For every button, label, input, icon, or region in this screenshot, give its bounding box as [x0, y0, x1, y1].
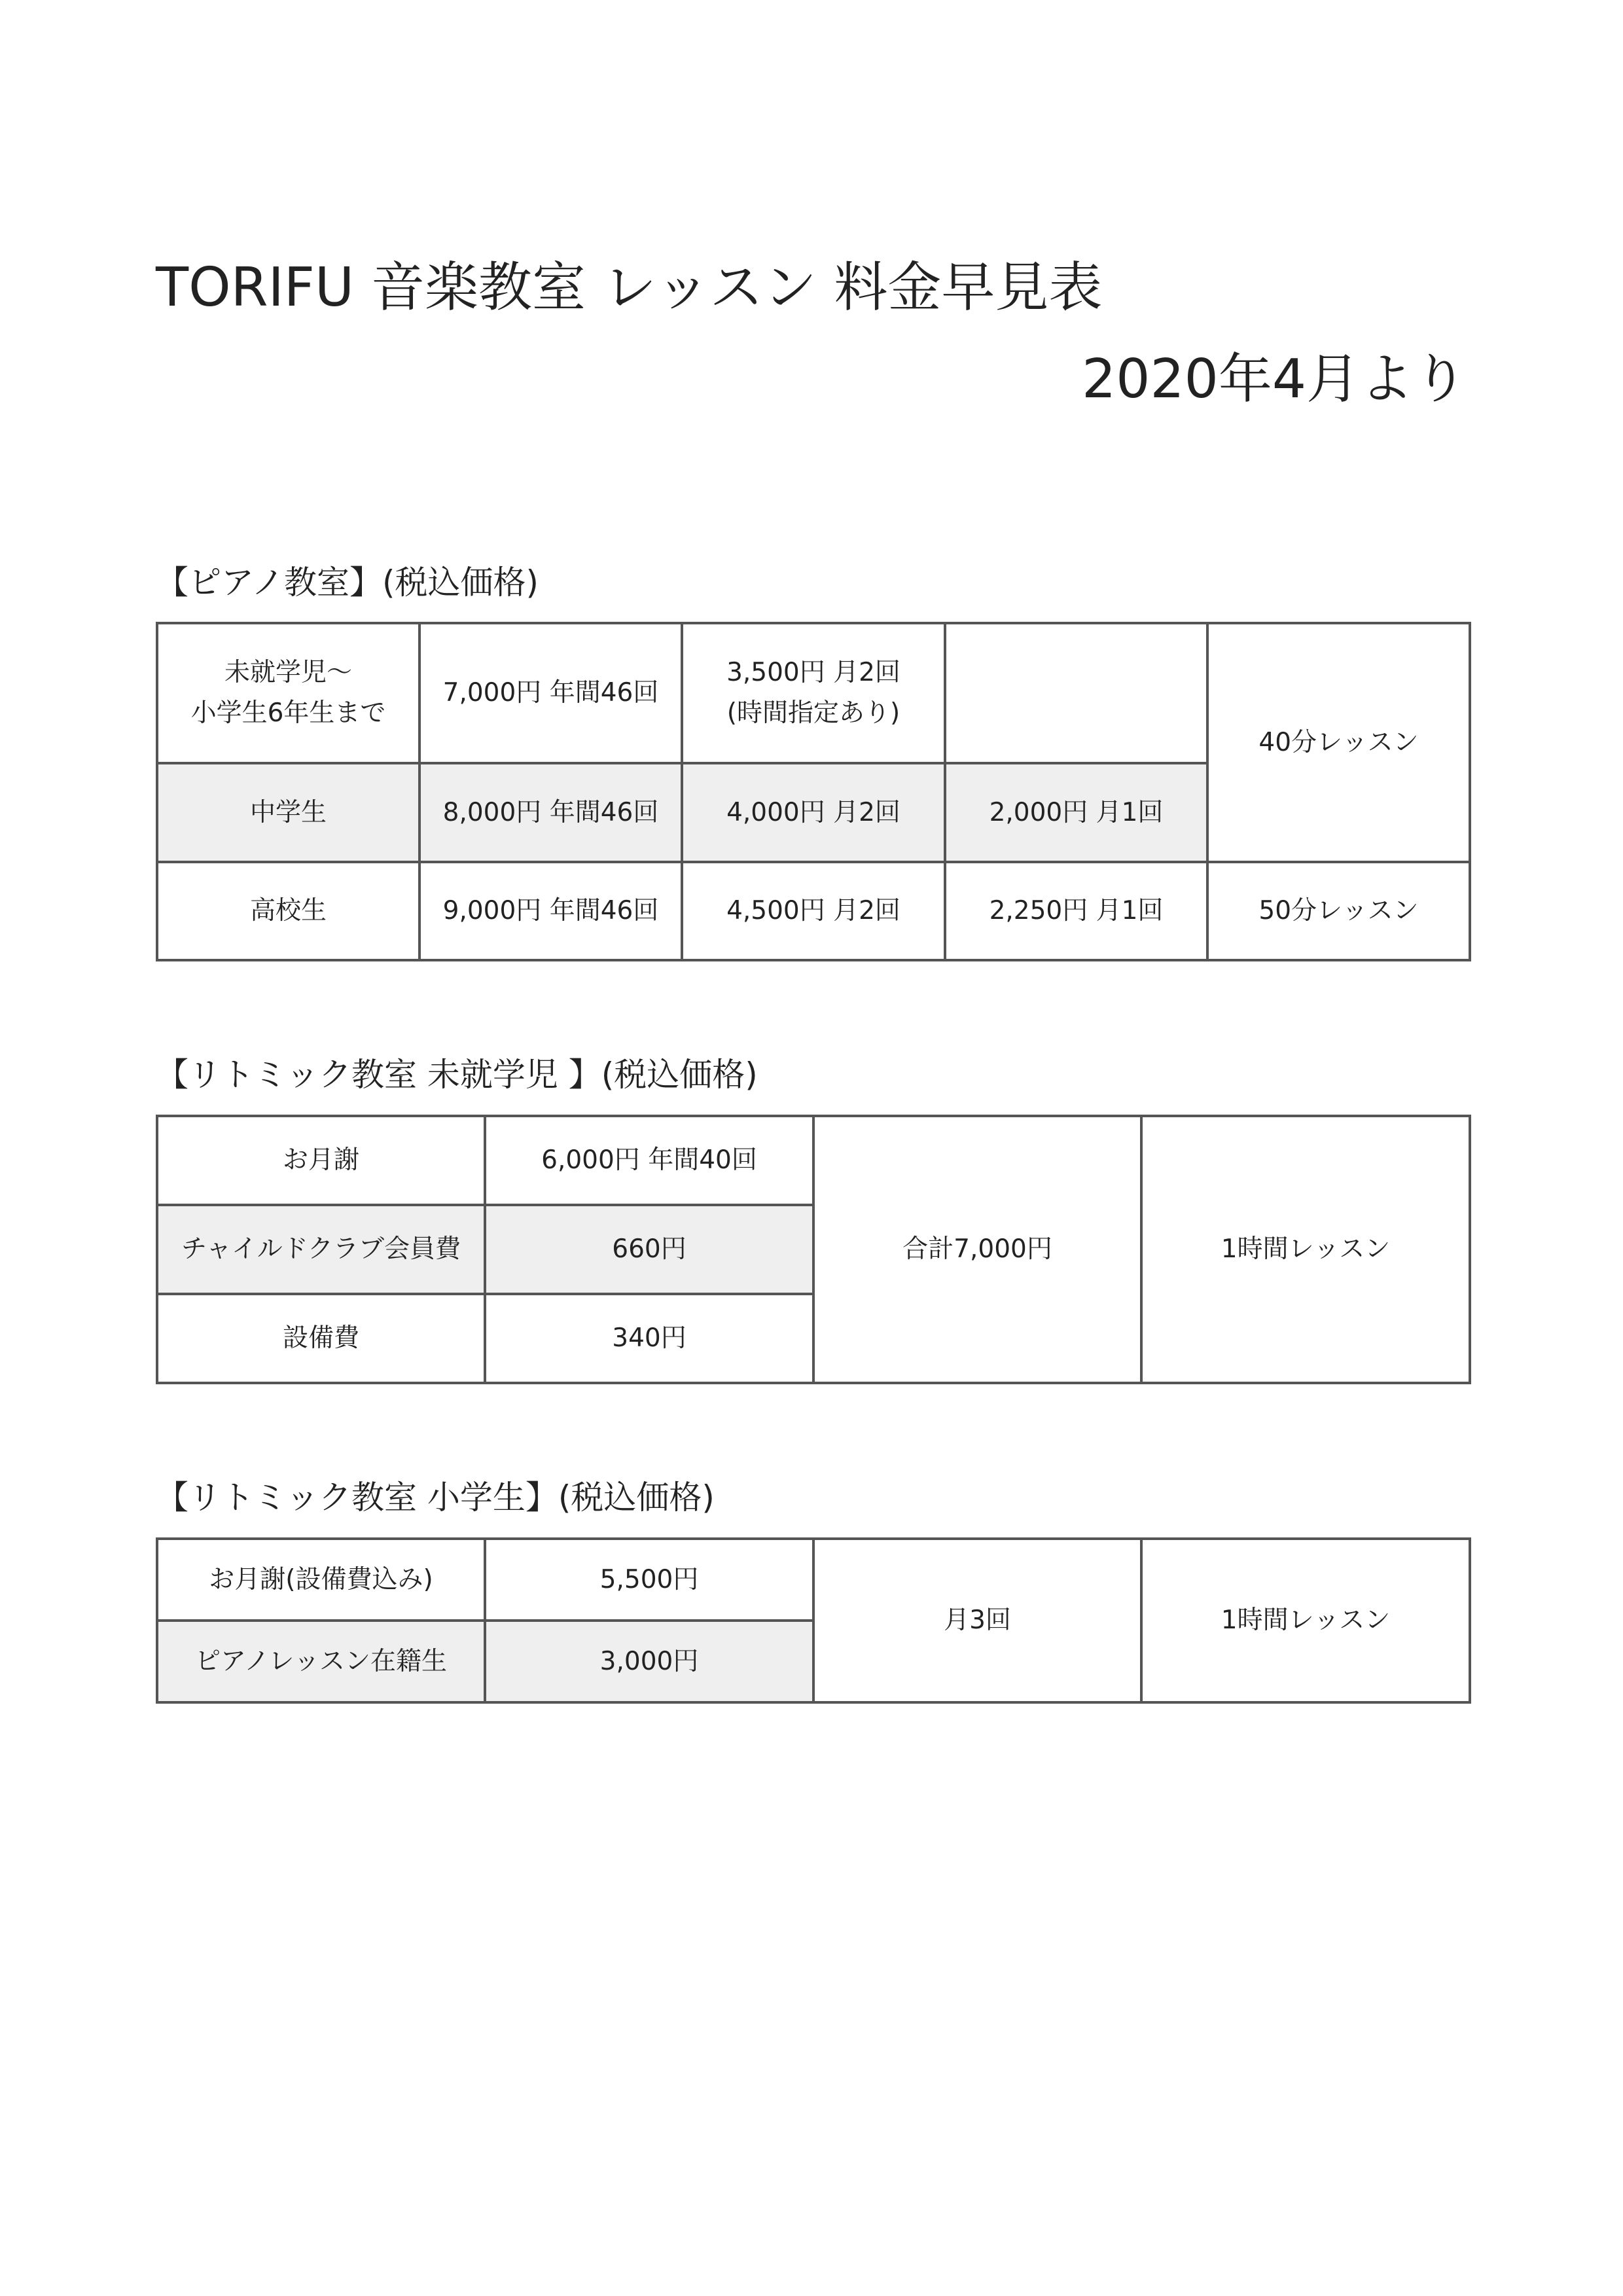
biweekly-price-cell: 4,500円 月2回	[682, 862, 945, 960]
fee-value-cell: 5,500円	[485, 1539, 813, 1621]
category-cell	[157, 623, 419, 763]
rhythmic-elementary-heading: 【リトミック教室 小学生】(税込価格)	[156, 1479, 715, 1516]
annual-price-cell: 9,000円 年間46回	[419, 862, 682, 960]
rhythmic-elementary-table	[156, 1537, 1471, 1704]
monthly-price-cell: 2,000円 月1回	[945, 763, 1207, 862]
lesson-duration-cell: 1時間レッスン	[1141, 1116, 1470, 1383]
monthly-price-cell	[945, 623, 1207, 763]
frequency-cell: 月3回	[813, 1539, 1141, 1702]
table-row	[157, 623, 1470, 763]
fee-label-cell: チャイルドクラブ会員費	[157, 1205, 485, 1294]
category-cell: 高校生	[157, 862, 419, 960]
rhythmic-preschool-table	[156, 1115, 1471, 1384]
annual-price-cell: 7,000円 年間46回	[419, 623, 682, 763]
rhythmic-preschool-heading: 【リトミック教室 未就学児 】(税込価格)	[156, 1056, 758, 1094]
total-cell: 合計7,000円	[813, 1116, 1141, 1383]
biweekly-note-line: (時間指定あり)	[726, 698, 901, 728]
piano-price-table	[156, 622, 1471, 961]
fee-value-cell: 340円	[485, 1294, 813, 1383]
category-cell: 中学生	[157, 763, 419, 862]
fee-value-cell: 660円	[485, 1205, 813, 1294]
category-line: 小学生6年生まで	[190, 698, 386, 728]
monthly-price-cell: 2,250円 月1回	[945, 862, 1207, 960]
page-title: TORIFU 音楽教室 レッスン 料金早見表	[156, 257, 1103, 319]
biweekly-price-line: 3,500円 月2回	[726, 658, 901, 687]
piano-section-heading: 【ピアノ教室】(税込価格)	[156, 564, 539, 601]
fee-label-cell: お月謝	[157, 1116, 485, 1205]
fee-value-cell: 6,000円 年間40回	[485, 1116, 813, 1205]
lesson-duration-cell: 50分レッスン	[1207, 862, 1470, 960]
annual-price-cell: 8,000円 年間46回	[419, 763, 682, 862]
fee-label-cell: お月謝(設備費込み)	[157, 1539, 485, 1621]
table-row	[157, 1116, 1470, 1205]
lesson-duration-cell: 1時間レッスン	[1141, 1539, 1470, 1702]
table-row	[157, 1539, 1470, 1621]
table-row	[157, 862, 1470, 960]
fee-label-cell: 設備費	[157, 1294, 485, 1383]
fee-value-cell: 3,000円	[485, 1621, 813, 1702]
biweekly-price-cell	[682, 623, 945, 763]
category-line: 未就学児〜	[224, 658, 352, 687]
lesson-duration-cell: 40分レッスン	[1207, 623, 1470, 862]
effective-date: 2020年4月より	[1082, 348, 1467, 410]
fee-label-cell: ピアノレッスン在籍生	[157, 1621, 485, 1702]
biweekly-price-cell: 4,000円 月2回	[682, 763, 945, 862]
